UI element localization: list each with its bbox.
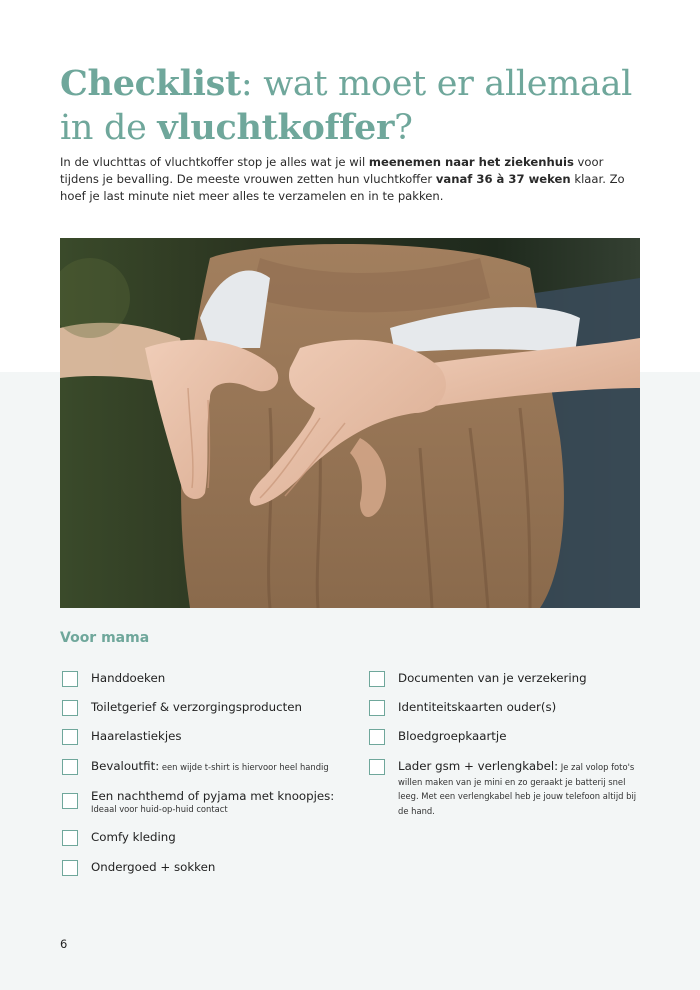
checklist-item-ondergoed — [62, 860, 215, 876]
checkbox[interactable] — [62, 759, 78, 775]
checkbox[interactable] — [62, 671, 78, 687]
page-number: 6 — [60, 937, 68, 951]
checkbox[interactable] — [369, 700, 385, 716]
item-label: Haarelastiekjes — [91, 729, 182, 743]
intro-text-1: In de vluchttas of vluchtkoffer stop je alles wat je wil — [60, 155, 369, 169]
checklist-item-documenten-verzekering — [369, 671, 587, 687]
checklist-item-bloedgroepkaartje — [369, 729, 506, 745]
checklist-item-identiteitskaarten — [369, 700, 556, 716]
checkbox[interactable] — [369, 671, 385, 687]
item-main-text: Lader gsm + verlengkabel: — [398, 759, 559, 773]
item-label — [398, 759, 640, 817]
item-main-text: Een nachthemd of pyjama met knoopjes: — [91, 789, 335, 803]
page-title — [60, 62, 670, 150]
checklist-item-handdoeken — [62, 671, 165, 687]
checkbox[interactable] — [62, 830, 78, 846]
item-label: Toiletgerief & verzorgingsproducten — [91, 700, 302, 714]
item-main-text: Bevaloutfit: — [91, 759, 160, 773]
checkbox[interactable] — [62, 860, 78, 876]
item-label: Documenten van je verzekering — [398, 671, 587, 685]
checkbox[interactable] — [369, 759, 385, 775]
checklist-item-lader-gsm — [369, 759, 641, 817]
photo-illustration — [60, 238, 640, 608]
title-bold-vluchtkoffer: vluchtkoffer — [157, 107, 395, 148]
item-label: Ondergoed + sokken — [91, 860, 216, 874]
checkbox[interactable] — [62, 793, 78, 809]
item-label: Handdoeken — [91, 671, 166, 685]
checklist-item-toiletgerief — [62, 700, 302, 716]
checkbox[interactable] — [369, 729, 385, 745]
intro-bold-1: meenemen naar het ziekenhuis — [368, 155, 574, 169]
item-label-group — [91, 789, 334, 816]
checklist-item-bevaloutfit — [62, 759, 329, 775]
title-middle: : wat moet er allemaal in de — [60, 64, 633, 148]
pregnancy-heart-hands-photo — [60, 238, 640, 608]
checkbox[interactable] — [62, 729, 78, 745]
item-label — [91, 759, 329, 774]
intro-bold-2: vanaf 36 à 37 weken — [435, 172, 571, 186]
checklist-item-comfy-kleding — [62, 830, 176, 846]
item-note: Ideaal voor huid-op-huid contact — [91, 804, 228, 814]
item-note: Je zal volop foto's willen maken van je mini en zo geraakt je batterij snel leeg. Met een verlengkabel heb je jouw telefoon altijd bij de hand. — [398, 762, 637, 816]
item-label: Identiteitskaarten ouder(s) — [398, 700, 557, 714]
section-title-voor-mama: Voor mama — [60, 630, 150, 646]
intro-text-3: klaar. Zo hoef je last minute niet meer alles te verzamelen en in te pakken. — [60, 172, 625, 203]
checklist-item-haarelastiekjes — [62, 729, 182, 745]
item-label: Comfy kleding — [91, 830, 176, 844]
title-end: ? — [394, 108, 413, 148]
checklist-item-nachthemd — [62, 789, 334, 816]
intro-text-2: voor tijdens je bevalling. De meeste vrouwen zetten hun vluchtkoffer — [60, 155, 604, 186]
intro-paragraph — [60, 154, 645, 205]
item-note: een wijde t-shirt is hiervoor heel handig — [159, 762, 329, 772]
title-bold-checklist: Checklist — [60, 63, 241, 104]
item-label: Bloedgroepkaartje — [398, 729, 507, 743]
checkbox[interactable] — [62, 700, 78, 716]
